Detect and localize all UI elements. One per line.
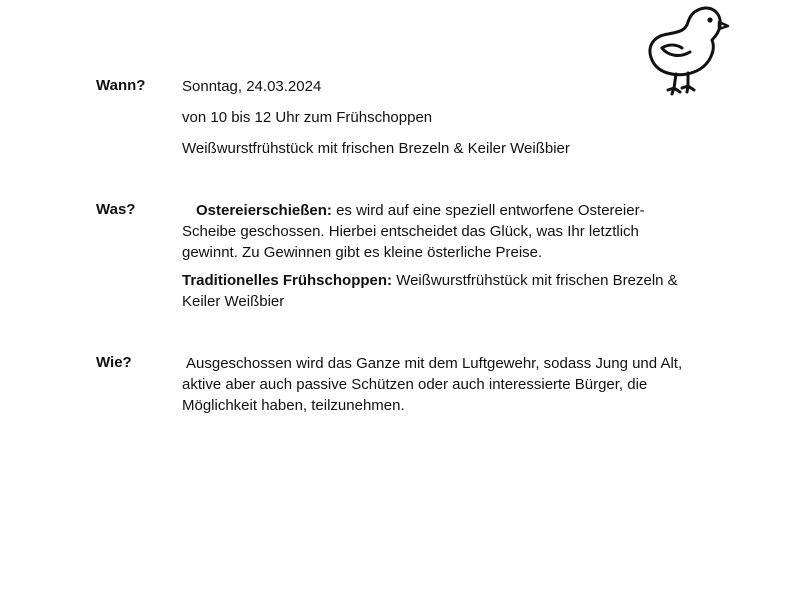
was-item-text: es wird auf eine speziell entworfene Ostereier-Scheibe geschossen. Hierbei entscheidet das Glück, was Ihr letztlich gewinnt. Zu Gewinnen gibt es kleine österliche Preise. bbox=[182, 202, 645, 261]
was-item-ostereierschiessen bbox=[182, 200, 687, 263]
was-item-fruehschoppen bbox=[182, 270, 707, 312]
section-label-wie: Wie? bbox=[96, 354, 132, 371]
section-label-wann: Wann? bbox=[96, 77, 146, 94]
was-item-text: Weißwurstfrühstück mit frischen Brezeln & Keiler Weißbier bbox=[182, 272, 678, 310]
section-label-was: Was? bbox=[96, 201, 136, 218]
wann-date: Sonntag, 24.03.2024 bbox=[182, 78, 322, 95]
was-item-title: Ostereierschießen: bbox=[196, 202, 332, 219]
wie-text-content: Ausgeschossen wird das Ganze mit dem Luftgewehr, sodass Jung und Alt, aktive aber auch passive Schützen oder auch interessierte Bürger, die Möglichkeit haben, teilzunehmen. bbox=[182, 355, 683, 414]
wie-text bbox=[182, 353, 702, 416]
wann-time: von 10 bis 12 Uhr zum Frühschoppen bbox=[182, 109, 433, 126]
wann-breakfast: Weißwurstfrühstück mit frischen Brezeln & Keiler Weißbier bbox=[182, 140, 570, 157]
was-item-title: Traditionelles Frühschoppen: bbox=[182, 272, 393, 289]
